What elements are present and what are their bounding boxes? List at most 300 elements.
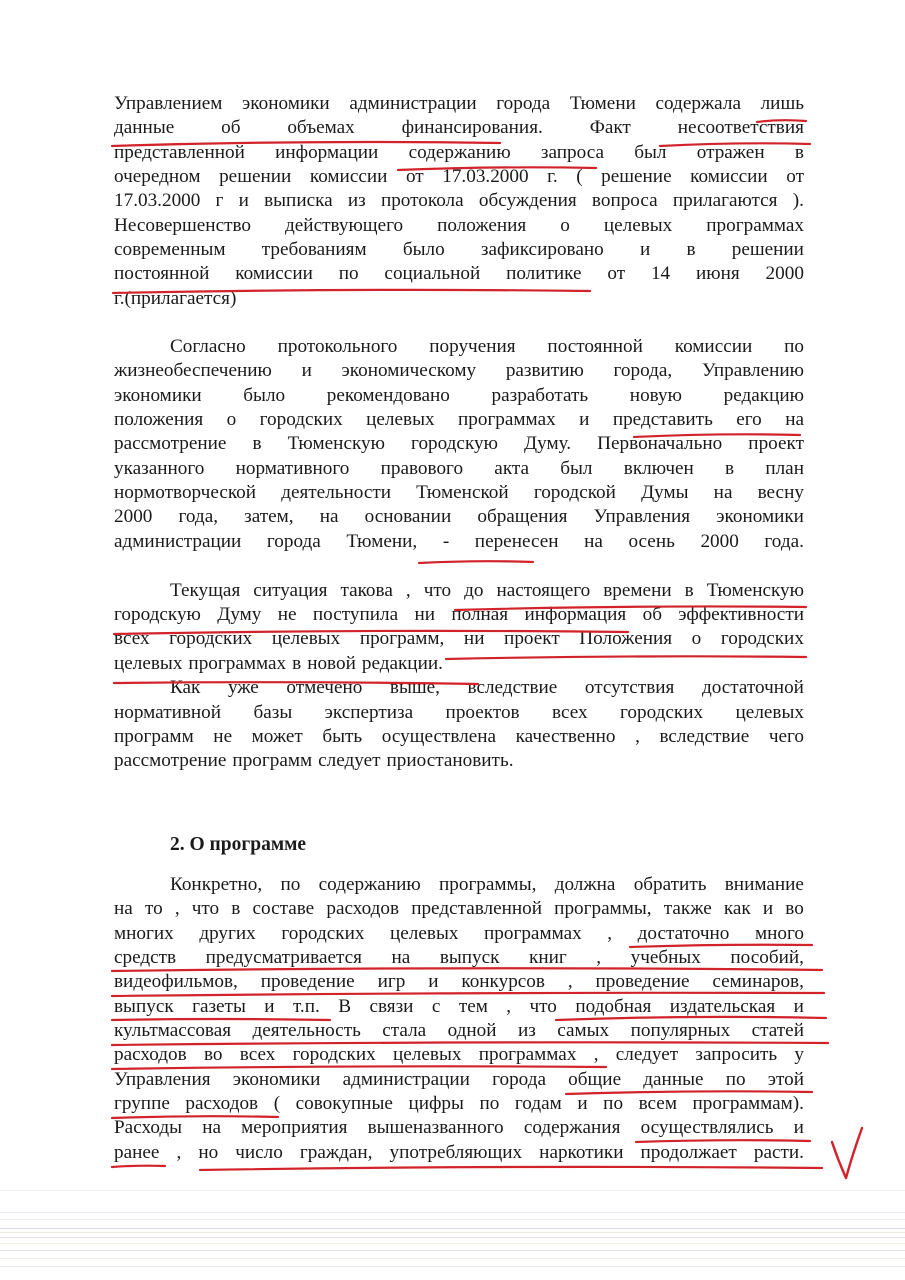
word: программах [484, 923, 582, 944]
word: постоянной [547, 336, 643, 357]
word: был [560, 458, 593, 479]
word: был [634, 142, 667, 163]
word: объемах [287, 117, 355, 138]
word: представленной [411, 898, 543, 919]
word: целевых [114, 653, 183, 674]
word: на [114, 898, 133, 919]
word: культмассовая [114, 1020, 232, 1041]
word: городских [281, 923, 365, 944]
word: запросить [695, 1044, 778, 1065]
word: программ [232, 750, 313, 771]
word: экономики [114, 385, 202, 406]
word: всем [638, 1093, 677, 1114]
word: и [264, 996, 275, 1017]
text-line [114, 627, 804, 651]
word: содержала [655, 93, 741, 114]
text-line [114, 141, 804, 165]
word: основании [364, 506, 452, 527]
word: новую [629, 385, 682, 406]
word: до [464, 580, 484, 601]
word: комиссии [309, 166, 388, 187]
word: программ, [359, 628, 445, 649]
word: пособий, [730, 947, 804, 968]
text-line [114, 946, 804, 970]
word: ( [273, 1093, 281, 1114]
word: т.п. [292, 996, 320, 1017]
word: всех [552, 702, 588, 723]
word: мероприятия [241, 1117, 348, 1138]
word: вследствие [659, 726, 750, 747]
word: семинаров, [712, 971, 804, 992]
word: весну [757, 482, 804, 503]
word: программы, [554, 898, 652, 919]
word: , [596, 947, 602, 968]
word: продолжает [640, 1142, 737, 1163]
word: указанного [114, 458, 205, 479]
text-line [114, 408, 804, 432]
word: Расходы [114, 1117, 183, 1138]
text-line [114, 530, 804, 554]
word: игр [377, 971, 406, 992]
word: самых [557, 1020, 610, 1041]
text-line [114, 701, 804, 725]
word: и [428, 971, 439, 992]
word: расходов [326, 898, 400, 919]
word: много [754, 923, 804, 944]
text-line [114, 897, 804, 921]
text-line [114, 481, 804, 505]
text-line [114, 505, 804, 529]
word: развитию [505, 360, 584, 381]
word: чего [768, 726, 804, 747]
text-line [170, 873, 804, 897]
text-line [114, 1043, 804, 1067]
text-line [114, 165, 804, 189]
word: , [593, 1044, 599, 1065]
word: ранее [114, 1142, 160, 1163]
word: по [280, 874, 301, 895]
word: города [266, 531, 321, 552]
word: следует [615, 1044, 679, 1065]
word: города [492, 1069, 546, 1090]
text-line [114, 116, 804, 140]
word: обратить [633, 874, 707, 895]
text-line [114, 287, 804, 311]
word: данные [114, 117, 175, 138]
word: общие [568, 1069, 622, 1090]
word: на [713, 482, 733, 503]
word: Первоначально [597, 433, 723, 454]
text-line [114, 1019, 804, 1043]
word: положения [437, 215, 527, 236]
word: газеты [192, 996, 246, 1017]
word: Согласно [170, 336, 246, 357]
word: число [235, 1142, 283, 1163]
word: такова [340, 580, 393, 601]
word: содержания [523, 1117, 621, 1138]
word: 17.03.2000 [114, 190, 201, 211]
word: от [607, 263, 626, 284]
word: 17.03.2000 [442, 166, 529, 187]
word: отсутствия [584, 677, 675, 698]
word: на [584, 531, 603, 552]
word: не [213, 726, 233, 747]
word: экономики [242, 93, 330, 114]
word: несоответствия [677, 117, 804, 138]
word: редакцию [723, 385, 804, 406]
word: внимание [724, 874, 804, 895]
word: поступила [312, 604, 399, 625]
word: от [405, 166, 424, 187]
word: Тюмени [569, 93, 636, 114]
word: не [277, 604, 297, 625]
word: ( [576, 166, 583, 187]
word: жизнеобеспечению [114, 360, 272, 381]
word: администрации [114, 531, 242, 552]
word: как [723, 898, 751, 919]
word: решение [601, 166, 672, 187]
word: ни [463, 628, 485, 649]
word: употребляющих [389, 1142, 523, 1163]
word: приостановить. [386, 750, 514, 771]
text-line [114, 238, 804, 262]
word: то [144, 898, 163, 919]
word: и [301, 360, 312, 381]
word: программах [706, 215, 804, 236]
word: , [567, 971, 573, 992]
text-line [114, 92, 804, 116]
word: расти. [753, 1142, 804, 1163]
word: предусматривается [205, 947, 362, 968]
word: должна [554, 874, 616, 895]
word: решении [219, 166, 292, 187]
word: года, [178, 506, 219, 527]
word: цифры [408, 1093, 464, 1114]
word: в [252, 433, 262, 454]
text-line [114, 1116, 804, 1140]
word: программах [478, 1044, 577, 1065]
word: финансирования. [401, 117, 543, 138]
word: по [338, 263, 359, 284]
word: издательская [669, 996, 776, 1017]
word: , [176, 1142, 182, 1163]
word: о [691, 628, 702, 649]
word: 2000 [700, 531, 739, 552]
word: целевых [603, 215, 673, 236]
word: проведение [260, 971, 355, 992]
word: , [174, 898, 180, 919]
word: нормативного [235, 458, 350, 479]
word: группе [114, 1093, 170, 1114]
text-line [114, 384, 804, 408]
word: 2000 [765, 263, 804, 284]
word: программ [114, 726, 194, 747]
word: об [642, 604, 662, 625]
text-line [114, 262, 804, 286]
word: и [793, 996, 804, 1017]
word: Тюменскую [287, 433, 385, 454]
word: статей [751, 1020, 804, 1041]
word: достаточно [637, 923, 730, 944]
word: что [191, 898, 220, 919]
word: годам [514, 1093, 562, 1114]
word: социальной [384, 263, 481, 284]
text-line [114, 214, 804, 238]
word: Несовершенство [114, 215, 252, 236]
word: городских [259, 409, 343, 430]
word: следует [318, 750, 381, 771]
word: учебных [630, 947, 701, 968]
word: года. [764, 531, 804, 552]
word: содержанию [408, 142, 511, 163]
word: Факт [589, 117, 631, 138]
word: Управления [114, 1069, 211, 1090]
word: рассмотрение [114, 433, 227, 454]
word: с [431, 996, 441, 1017]
word: наркотики [539, 1142, 624, 1163]
word: базы [253, 702, 293, 723]
word: Управления [593, 506, 691, 527]
word: в [794, 142, 804, 163]
word: города [496, 93, 551, 114]
word: Управлением [114, 93, 223, 114]
word: затем, [244, 506, 294, 527]
text-line [114, 1092, 804, 1116]
word: администрации [342, 1069, 470, 1090]
word: комиссии [690, 166, 768, 187]
word: других [199, 923, 256, 944]
word: Думу. [524, 433, 572, 454]
text-line [114, 995, 804, 1019]
word: информации [275, 142, 379, 163]
word: , [635, 726, 640, 747]
word: городских [720, 628, 804, 649]
word: по [784, 336, 804, 357]
word: целевых [366, 409, 435, 430]
word: разработать [491, 385, 589, 406]
text-line [114, 749, 804, 773]
word: этой [767, 1069, 804, 1090]
word: программам). [692, 1093, 804, 1114]
word: настоящего [496, 580, 591, 601]
word: акта [494, 458, 530, 479]
word: во [785, 898, 804, 919]
word: июня [695, 263, 740, 284]
word: содержанию [318, 874, 421, 895]
word: г.(прилагается) [114, 288, 237, 309]
word: популярных [630, 1020, 731, 1041]
word: Думы [641, 482, 689, 503]
word: граждан, [299, 1142, 373, 1163]
word: постоянной [114, 263, 210, 284]
word: Тюменскую [706, 580, 804, 601]
word: из [517, 1020, 536, 1041]
word: средств [114, 947, 177, 968]
word: ситуация [253, 580, 328, 601]
word: Текущая [170, 580, 241, 601]
word: проведение [595, 971, 690, 992]
word: ). [792, 190, 804, 211]
word: о [560, 215, 570, 236]
word: В [338, 996, 352, 1017]
word: эффективности [678, 604, 804, 625]
section-heading: 2. О программе [170, 834, 307, 855]
word: целевых [271, 628, 341, 649]
word: выше, [389, 677, 440, 698]
word: совокупные [295, 1093, 393, 1114]
word: деятельность [252, 1020, 361, 1041]
word: отмечено [286, 677, 363, 698]
text-line [114, 1068, 804, 1092]
word: во [203, 1044, 223, 1065]
word: политике [506, 263, 582, 284]
word: , [607, 923, 613, 944]
word: данные [643, 1069, 704, 1090]
word: и [793, 1117, 804, 1138]
word: современным [114, 239, 226, 260]
text-line [114, 359, 804, 383]
scan-artifact-lines [0, 1188, 905, 1280]
text-line [114, 603, 804, 627]
word: запроса [540, 142, 604, 163]
word: целевых [390, 923, 459, 944]
word: и [238, 190, 249, 211]
text-line [114, 189, 804, 213]
word: расходов [114, 1044, 187, 1065]
underline-chislo [200, 1167, 822, 1170]
word: также [663, 898, 712, 919]
word: и [639, 239, 651, 260]
word: от [786, 166, 804, 187]
word: выпуск [114, 996, 174, 1017]
word: на [202, 1117, 221, 1138]
word: было [402, 239, 445, 260]
word: рассмотрение [114, 750, 227, 771]
word: по [479, 1093, 500, 1114]
word: городской [533, 482, 616, 503]
text-line [170, 579, 804, 603]
word: нормативной [114, 702, 222, 723]
word: экономики [716, 506, 804, 527]
underline-perenesen [419, 561, 533, 563]
word: новой [307, 653, 356, 674]
text-line [114, 457, 804, 481]
word: г. [547, 166, 558, 187]
word: ни [414, 604, 435, 625]
word: Тюмени, [346, 531, 418, 552]
word: редакции. [361, 653, 443, 674]
word: осуществлялись [640, 1117, 774, 1138]
word: проектов [445, 702, 520, 723]
word: включен [623, 458, 694, 479]
word: Думу [217, 604, 262, 625]
word: выписка [264, 190, 333, 211]
word: по [725, 1069, 746, 1090]
word: видеофильмов, [114, 971, 238, 992]
word: зафиксировано [480, 239, 604, 260]
text-line [114, 922, 804, 946]
word: прилагаются [672, 190, 778, 211]
word: составе [252, 898, 315, 919]
word: Конкретно, [170, 874, 263, 895]
word: стала [382, 1020, 427, 1041]
word: может [251, 726, 303, 747]
word: его [736, 409, 762, 430]
word: осень [628, 531, 675, 552]
word: целевых [735, 702, 804, 723]
word: действующего [285, 215, 404, 236]
word: выпуск [439, 947, 500, 968]
word: , [405, 580, 411, 601]
word: но [198, 1142, 219, 1163]
word: в [725, 458, 735, 479]
word: всех [114, 628, 150, 649]
word: об [221, 117, 241, 138]
word: администрации [349, 93, 477, 114]
word: уже [227, 677, 259, 698]
word: программы, [438, 874, 537, 895]
word: на [391, 947, 411, 968]
word: вопроса [591, 190, 658, 211]
word: обращения [477, 506, 568, 527]
word: целевых [393, 1044, 462, 1065]
word: всех [239, 1044, 276, 1065]
word: городских [620, 702, 704, 723]
word: требованиям [261, 239, 367, 260]
word: одной [447, 1020, 497, 1041]
word: быть [322, 726, 363, 747]
word: из [347, 190, 366, 211]
word: на [319, 506, 339, 527]
word: Управлению [701, 360, 804, 381]
checkmark-mark [832, 1128, 862, 1178]
word: - [442, 531, 450, 552]
word: у [794, 1044, 804, 1065]
word: экономики [232, 1069, 321, 1090]
word: книг [529, 947, 567, 968]
word: Положения [579, 628, 673, 649]
word: полная [451, 604, 509, 625]
word: положения [114, 409, 204, 430]
word: в [292, 653, 302, 674]
word: подобная [575, 996, 652, 1017]
word: очередном [114, 166, 201, 187]
word: экономическому [341, 360, 477, 381]
word: в [231, 898, 241, 919]
word: представить [612, 409, 713, 430]
word: на [785, 409, 804, 430]
word: что [423, 580, 452, 601]
word: расходов [185, 1093, 259, 1114]
word: 14 [650, 263, 671, 284]
word: нормотворческой [114, 482, 257, 503]
word: программах [457, 409, 556, 430]
word: решении [731, 239, 804, 260]
word: осуществлена [381, 726, 497, 747]
word: поручения [429, 336, 516, 357]
word: проект [748, 433, 804, 454]
word: г [215, 190, 224, 211]
word: городскую [114, 604, 201, 625]
word: было [243, 385, 286, 406]
word: Как [170, 677, 201, 698]
word: многих [114, 923, 174, 944]
text-line [114, 652, 804, 676]
word: протокола [380, 190, 464, 211]
word: перенесен [474, 531, 559, 552]
word: отражен [696, 142, 765, 163]
word: 2000 [114, 506, 153, 527]
